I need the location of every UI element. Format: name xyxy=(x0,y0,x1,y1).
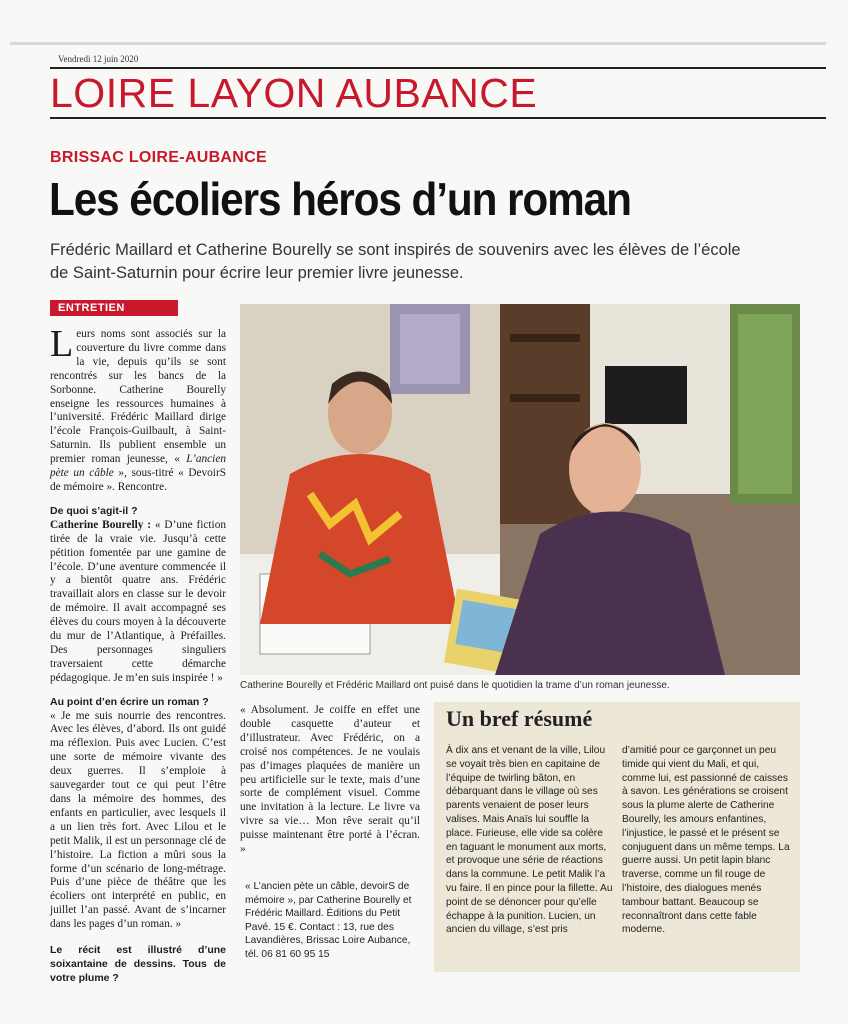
section-title: LOIRE LAYON AUBANCE xyxy=(50,70,538,116)
answer-1-text: « D’une fiction tirée de la vraie vie. Jusqu’à cette pétition fomentée par une gamine de l’école. D’une aventure commencée il y a bientôt quatre ans. Frédéric travaillait alors en classe sur le devoir de mémoire. Il avait accompagné ses élèves du cours moyen à la découverte du mur de l’Atlantique, à Préfailles. Des personnages singuliers traversaient cette démarche pédagogique. Je m’en suis inspirée ! » xyxy=(50,518,226,684)
article-standfirst: Frédéric Maillard et Catherine Bourelly se sont inspirés de souvenirs avec les élèves de l’école de Saint-Saturnin pour écrire leur premier livre jeunesse. xyxy=(50,241,741,282)
book-title-inline: L’ancien pète un câble xyxy=(50,453,226,480)
interview-tag: ENTRETIEN xyxy=(50,300,178,316)
question-3: Le récit est illustré d’une soixantaine de dessins. Tous de votre plume ? xyxy=(50,944,226,984)
question-2: Au point d’en écrire un roman ? xyxy=(50,695,209,708)
publication-date: Vendredi 12 juin 2020 xyxy=(58,54,139,64)
intro-end-text: », sous-titré « DevoirS de mémoire ». Rencontre. xyxy=(50,467,226,493)
header-rule-bottom xyxy=(50,117,826,119)
answer-1 xyxy=(50,519,226,686)
intro-text: eurs noms sont associés sur la couverture du livre comme dans la vie, depuis qu’ils se sont rencontrés sur les bancs de la Sorbonne. Catherine Bourelly enseigne les ressources humaines à l’université. Frédéric Maillard dirige l’école François-Guilbault, à Saint-Saturnin. Ils publient ensemble un premier roman jeunesse, « xyxy=(50,328,226,466)
article-kicker: BRISSAC LOIRE-AUBANCE xyxy=(50,149,267,166)
summary-column-1: À dix ans et venant de la ville, Lilou se voyait très bien en capitaine de l’équipe de twirling bâton, en débarquant dans le village où ses parents venaient de poser leurs valises. Mais Anaïs lui souffle la place. Furieuse, elle vide sa colère en taguant le monument aux morts, et provoque une série de réactions dans la commune. Le petit Malik l’a vu faire. Il en pince pour la fillette. Au point de se dénoncer pour qu’elle échappe à la punition. Lucien, un ancien du village, s’est pris xyxy=(446,745,613,936)
intro-paragraph xyxy=(50,323,226,495)
top-divider xyxy=(10,42,826,45)
book-reference: « L’ancien pète un câble, devoirS de mémoire », par Catherine Bourelly et Frédéric Maillard. Éditions du Petit Pavé. 15 €. Contact : 13, rue des Lavandières, Brissac Loire Aubance, tél. 06 81 60 95 15 xyxy=(245,881,412,960)
summary-title: Un bref résumé xyxy=(446,706,593,731)
answer-2: « Je me suis nourrie des rencontres. Avec les élèves, d’abord. Ils ont guidé ma réflexion. Puis avec Lucien. C’est une sorte de mémoire vivante des deux guerres. Il s’emploie à sauvegarder tout ce qui peut l’être dans la mémoire des hommes, des enfants en particulier, avec lesquels il a un lien très fort. Avec Lilou et le petit Malik, il est un personnage clé de l’histoire. La fiction a mûri sous la forme d’un scénario de long-métrage. Puis d’une pièce de théâtre que les écoliers ont interprété en public, en juillet l’an passé. Avant de s’incarner dans les pages d’un roman. » xyxy=(50,709,226,931)
left-column xyxy=(50,323,226,986)
summary-box xyxy=(434,702,800,972)
drop-cap: L xyxy=(50,323,74,365)
answer-3: « Absolument. Je coiffe en effet une double casquette d’auteur et d’illustrateur. Avec Frédéric, on a croisé nos compétences. Je ne voulais pas d’images plaquées de manière un peu artificielle sur le texte, mais d’une sorte de complément visuel. Comme une invitation à la lecture. Le livre va vivre sa vie… Mon rêve serait qu’il puisse maintenant être porté à l’écran. » xyxy=(240,704,420,856)
article-headline: Les écoliers héros d’un roman xyxy=(49,173,631,225)
question-1: De quoi s’agit-il ? xyxy=(50,504,138,517)
photo-illustration xyxy=(240,304,800,675)
middle-column xyxy=(240,704,420,857)
photo-caption: Catherine Bourelly et Frédéric Maillard ont puisé dans le quotidien la trame d’un roman jeunesse. xyxy=(240,680,670,691)
answer-1-speaker: Catherine Bourelly : xyxy=(50,518,152,531)
summary-column-2: d’amitié pour ce garçonnet un peu timide qui vient du Mali, et qui, comme lui, est passionné de caisses à savon. Les générations se croisent sous la plume alerte de Catherine Bourelly, les amours enfantines, l’injustice, le passé et le présent se conjuguent dans un même temps. La guerre aussi. Un petit lapin blanc traverse, comme un fil rouge de l’histoire, des dialogues menés tambour battant. Beaucoup se reconnaîtront dans cette fable moderne. xyxy=(622,745,790,936)
article-photo xyxy=(240,304,800,675)
